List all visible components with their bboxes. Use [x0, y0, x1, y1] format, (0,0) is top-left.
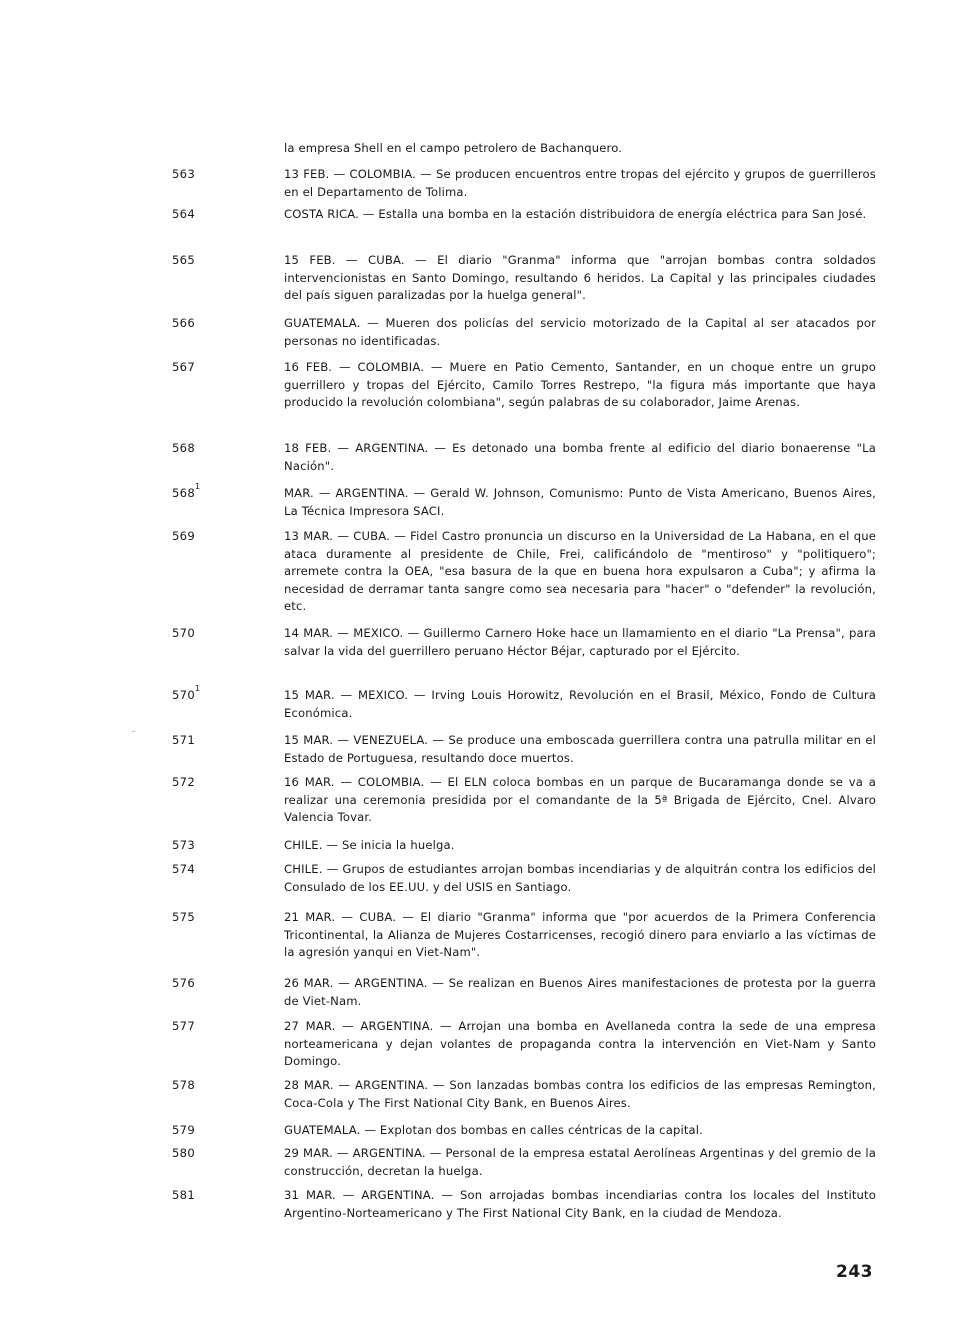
entry-number: 570: [172, 626, 196, 640]
entry-number: $568^1$: [172, 482, 201, 500]
entry-number: 563: [172, 167, 196, 181]
entry-number: $570^1$: [172, 684, 201, 702]
entry-number: 568: [172, 441, 196, 455]
entry-text: 13 FEB. — COLOMBIA. — Se producen encuentros entre tropas del ejército y grupos de guerrilleros en el Departamento de Tolima.: [284, 167, 876, 199]
entry-text: 18 FEB. — ARGENTINA. — Es detonado una bomba frente al edificio del diario bonaerense "La Nación".: [284, 441, 876, 473]
entry-number: 579: [172, 1123, 196, 1137]
entry-text: 27 MAR. — ARGENTINA. — Arrojan una bomba en Avellaneda contra la sede de una empresa norteamericana y dejan volantes de propaganda contra la intervención en Viet-Nam y Santo Domingo.: [284, 1019, 876, 1069]
entry-number: 580: [172, 1146, 196, 1160]
entry-text: 28 MAR. — ARGENTINA. — Son lanzadas bombas contra los edificios de las empresas Remington, Coca-Cola y The First National City Bank, en Buenos Aires.: [284, 1078, 876, 1110]
entry-number: 572: [172, 775, 196, 789]
entry-number: 567: [172, 360, 196, 374]
entry-text: 16 MAR. — COLOMBIA. — El ELN coloca bombas en un parque de Bucaramanga donde se va a realizar una ceremonia presidida por el comandante de la 5ª Brigada de Ejército, Cnel. Alvaro Valencia Tovar.: [284, 775, 876, 825]
entry-text: 31 MAR. — ARGENTINA. — Son arrojadas bombas incendiarias contra los locales del Instituto Argentino-Norteamericano y The First National City Bank, en la ciudad de Mendoza.: [284, 1188, 876, 1220]
entry-number-superscript: 1: [195, 684, 201, 694]
entry-text: 14 MAR. — MEXICO. — Guillermo Carnero Hoke hace un llamamiento en el diario "La Prensa", para salvar la vida del guerrillero peruano Héctor Béjar, capturado por el Ejército.: [284, 626, 876, 658]
continuation-text: la empresa Shell en el campo petrolero de Bachanquero.: [284, 141, 623, 155]
entry-text: 29 MAR. — ARGENTINA. — Personal de la empresa estatal Aerolíneas Argentinas y del gremio de la construcción, decretan la huelga.: [284, 1146, 876, 1178]
entry-text: 15 MAR. — MEXICO. — Irving Louis Horowitz, Revolución en el Brasil, México, Fondo de Cultura Económica.: [284, 688, 876, 720]
entry-text: CHILE. — Se inicia la huelga.: [284, 838, 455, 852]
entry-text: 16 FEB. — COLOMBIA. — Muere en Patio Cemento, Santander, en un choque entre un grupo guerrillero y tropas del Ejército, Camilo Torres Restrepo, "la figura más importante que haya producido la revolución colombiana", según palabras de su colaborador, Jaime Arenas.: [284, 360, 876, 410]
entry-number: 576: [172, 976, 196, 990]
entry-number: 581: [172, 1188, 196, 1202]
entry-text: 26 MAR. — ARGENTINA. — Se realizan en Buenos Aires manifestaciones de protesta por la guerra de Viet-Nam.: [284, 976, 876, 1008]
entry-text: MAR. — ARGENTINA. — Gerald W. Johnson, Comunismo: Punto de Vista Americano, Buenos Aires, La Técnica Impresora SACI.: [284, 486, 876, 518]
entry-text: 21 MAR. — CUBA. — El diario "Granma" informa que "por acuerdos de la Primera Conferencia Tricontinental, la Alianza de Mujeres Costarricenses, recogió dinero para enviarlo a las víctimas de la agresión yanqui en Viet-Nam".: [284, 910, 876, 960]
entry-number: 575: [172, 910, 196, 924]
entry-text: COSTA RICA. — Estalla una bomba en la estación distribuidora de energía eléctrica para San José.: [284, 207, 867, 221]
scan-speck: [132, 731, 135, 732]
entry-text: CHILE. — Grupos de estudiantes arrojan bombas incendiarias y de alquitrán contra los edificios del Consulado de los EE.UU. y del USIS en Santiago.: [284, 862, 876, 894]
entry-number: 571: [172, 733, 196, 747]
entry-text: 13 MAR. — CUBA. — Fidel Castro pronuncia un discurso en la Universidad de La Habana, en el que ataca duramente al presidente de Chile, Frei, calificándolo de "mentiroso" y "politiquero"; arremete contra la OEA, "esa basura de la que en buena hora expulsaron a Cuba"; y afirma la necesidad de derramar tanta sangre como sea necesaria para "hacer" o "defender" la revolución, etc.: [284, 529, 876, 614]
entry-number-superscript: 1: [195, 482, 201, 492]
entry-number: 569: [172, 529, 196, 543]
entry-number: 574: [172, 862, 196, 876]
page-number: 243: [836, 1262, 873, 1282]
entry-number: 578: [172, 1078, 196, 1092]
entry-text: GUATEMALA. — Explotan dos bombas en calles céntricas de la capital.: [284, 1123, 703, 1137]
entry-text: GUATEMALA. — Mueren dos policías del servicio motorizado de la Capital al ser atacados por personas no identificadas.: [284, 316, 876, 348]
entry-number: 564: [172, 207, 196, 221]
entry-text: 15 FEB. — CUBA. — El diario "Granma" informa que "arrojan bombas contra soldados intervencionistas en Santo Domingo, resultando 6 heridos. La Capital y las principales ciudades del país siguen paralizadas por la huelga general".: [284, 253, 876, 303]
entry-number: 565: [172, 253, 196, 267]
entry-text: 15 MAR. — VENEZUELA. — Se produce una emboscada guerrillera contra una patrulla militar en el Estado de Portuguesa, resultando doce muertos.: [284, 733, 876, 765]
entry-number: 566: [172, 316, 196, 330]
entry-number: 573: [172, 838, 196, 852]
entry-number: 577: [172, 1019, 196, 1033]
